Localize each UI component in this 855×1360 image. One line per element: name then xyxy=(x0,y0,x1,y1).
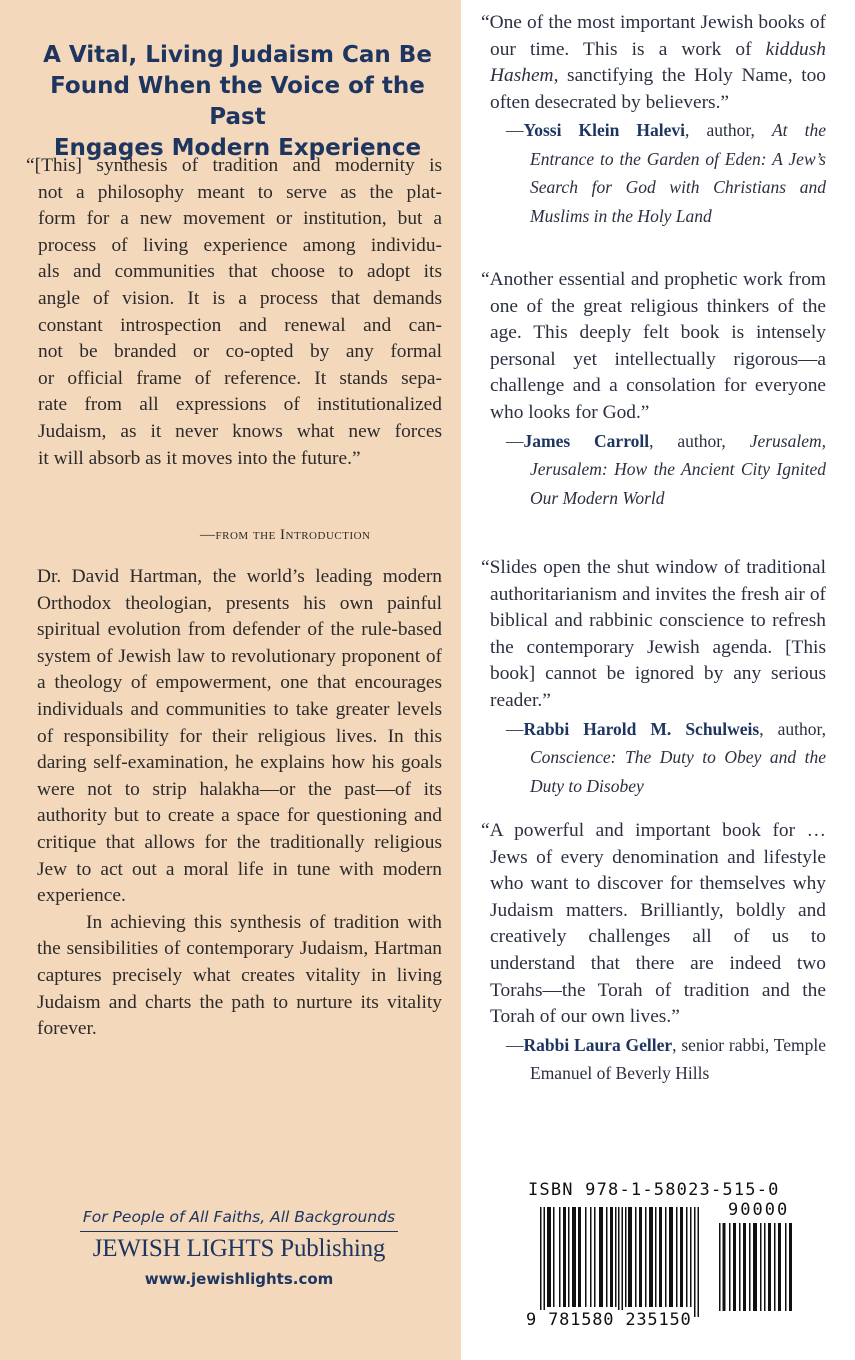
intro-attribution: —from the Introduction xyxy=(200,527,371,543)
endorser-role: , senior rabbi, xyxy=(672,1034,774,1055)
publisher-block xyxy=(80,1205,398,1292)
testimonial xyxy=(481,555,826,800)
intro-quote-line: Judaism, as it never knows what new forces xyxy=(38,420,442,442)
quote-text: “One of the most important Jewish books of our time. This is a work of xyxy=(481,12,826,60)
testimonial-attribution: —James Carroll, author, Jerusalem, Jerusalem: How the Ancient City Ignited Our Modern World xyxy=(506,430,826,508)
endorser-work: Jerusalem, Jerusalem: How the Ancient City Ignited Our Modern World xyxy=(530,430,826,508)
quote-text: , sanctifying the Holy Name, too often desecrated by believers.” xyxy=(490,65,826,113)
barcode-bars-icon xyxy=(540,1207,708,1317)
intro-quote-line: angle of vision. It is a process that demands xyxy=(38,287,442,309)
testimonial-quote xyxy=(481,10,826,116)
addon-barcode-bars-icon xyxy=(719,1223,794,1311)
testimonial-attribution: —Rabbi Laura Geller, senior rabbi, Temple Emanuel of Beverly Hills xyxy=(506,1034,826,1084)
intro-quote-line: als and communities that choose to adopt its xyxy=(38,261,442,283)
description-paragraph: Dr. David Hartman, the world’s leading modern Orthodox theologian, presents his own painful spiritual evolution from defender of the rule-based system of Jewish law to revolutionary proponent of a theology of empowerment, one that encourages individuals and communities to take greater levels of responsibility for their religious lives. In this daring self-examination, he explains how his goals were not to strip halakha—or the past—of its authority but to create a space for questioning and critique that allows for the traditionally religious Jew to act out a moral life in tune with modern experience. xyxy=(37,566,442,907)
publisher-name: JEWISH LIGHTS Publishing xyxy=(92,1235,386,1262)
isbn-barcode xyxy=(520,1170,790,1330)
intro-quote-line: it will absorb as it moves into the future.” xyxy=(38,447,361,469)
testimonial-quote: “Slides open the shut window of traditional authoritarianism and invites the fresh air of biblical and rabbinic conscience to refresh the contemporary Jewish agenda. [This book] cannot be ignored by any serious reader.” xyxy=(481,557,826,711)
intro-quote-line: rate from all expressions of institutionalized xyxy=(38,394,442,416)
endorser-name: Rabbi Harold M. Schulweis xyxy=(523,718,760,739)
intro-quote-line: process of living experience among individu- xyxy=(38,234,442,256)
isbn-label: ISBN 978-1-58023-515-0 xyxy=(528,1180,780,1200)
endorser-name: James Carroll xyxy=(523,430,650,451)
intro-quote-line: or official frame of reference. It stands sepa- xyxy=(38,367,442,389)
publisher-website: www.jewishlights.com xyxy=(144,1270,334,1288)
endorser-name: Yossi Klein Halevi xyxy=(523,120,686,141)
intro-quote-line: not a philosophy meant to serve as the plat- xyxy=(38,181,442,203)
endorser-role: , author, xyxy=(759,718,826,739)
testimonial xyxy=(481,10,826,230)
testimonial-quote: “A powerful and important book for … Jews of every denomination and lifestyle who want to discover for themselves why Judaism matters. Brilliantly, boldly and creatively challenges all of us to understand that there are indeed two Torahs—the Torah of tradition and the Torah of our own lives.” xyxy=(481,820,826,1028)
testimonial-attribution: —Rabbi Harold M. Schulweis, author, Conscience: The Duty to Obey and the Duty to Disobey xyxy=(506,718,826,796)
headline-line: Engages Modern Experience xyxy=(53,135,422,161)
price-code: 90000 xyxy=(728,1200,790,1220)
endorser-role: , author, xyxy=(649,430,750,451)
endorser-role: , author, xyxy=(685,120,772,141)
ean-first-digit: 9 xyxy=(526,1310,538,1330)
book-description xyxy=(37,564,442,1043)
headline-line: Found When the Voice of the Past xyxy=(50,73,425,130)
endorser-work: Temple Emanuel of Beverly Hills xyxy=(530,1034,826,1084)
publisher-tagline: For People of All Faiths, All Backgrounds xyxy=(80,1205,398,1232)
intro-quote-line: form for a new movement or institution, but a xyxy=(38,208,442,230)
quote-italic-term: kiddush Hashem xyxy=(490,38,826,87)
headline-line: A Vital, Living Judaism Can Be xyxy=(43,42,432,68)
intro-quote-line: constant introspection and renewal and can- xyxy=(38,314,442,336)
ean-group-2: 235150 xyxy=(625,1310,692,1330)
intro-quote-line: “[This] synthesis of tradition and modernity is xyxy=(26,155,442,176)
ean-group-1: 781580 xyxy=(548,1310,615,1330)
testimonial xyxy=(481,267,826,512)
intro-quote xyxy=(26,153,442,472)
endorser-work: At the Entrance to the Garden of Eden: A Jew’s Search for God with Christians and Muslims in the Holy Land xyxy=(530,120,826,226)
testimonial xyxy=(481,818,826,1088)
testimonial-attribution: —Yossi Klein Halevi, author, At the Entrance to the Garden of Eden: A Jew’s Search for God with Christians and Muslims in the Holy Land xyxy=(506,120,826,226)
endorser-name: Rabbi Laura Geller xyxy=(523,1034,673,1055)
description-paragraph: In achieving this synthesis of tradition with the sensibilities of contemporary Judaism, Hartman captures precisely what creates vitality in living Judaism and charts the path to nurture its vitality forever. xyxy=(37,911,442,1040)
endorser-work: Conscience: The Duty to Obey and the Duty to Disobey xyxy=(530,747,826,796)
testimonial-quote: “Another essential and prophetic work from one of the great religious thinkers of the age. This deeply felt book is intensely personal yet intellectually rigorous—a challenge and a consolation for everyone who looks for God.” xyxy=(481,269,826,423)
intro-quote-line: not be branded or co-opted by any formal xyxy=(38,341,442,363)
ean-digits xyxy=(526,1310,692,1330)
headline xyxy=(20,40,455,164)
